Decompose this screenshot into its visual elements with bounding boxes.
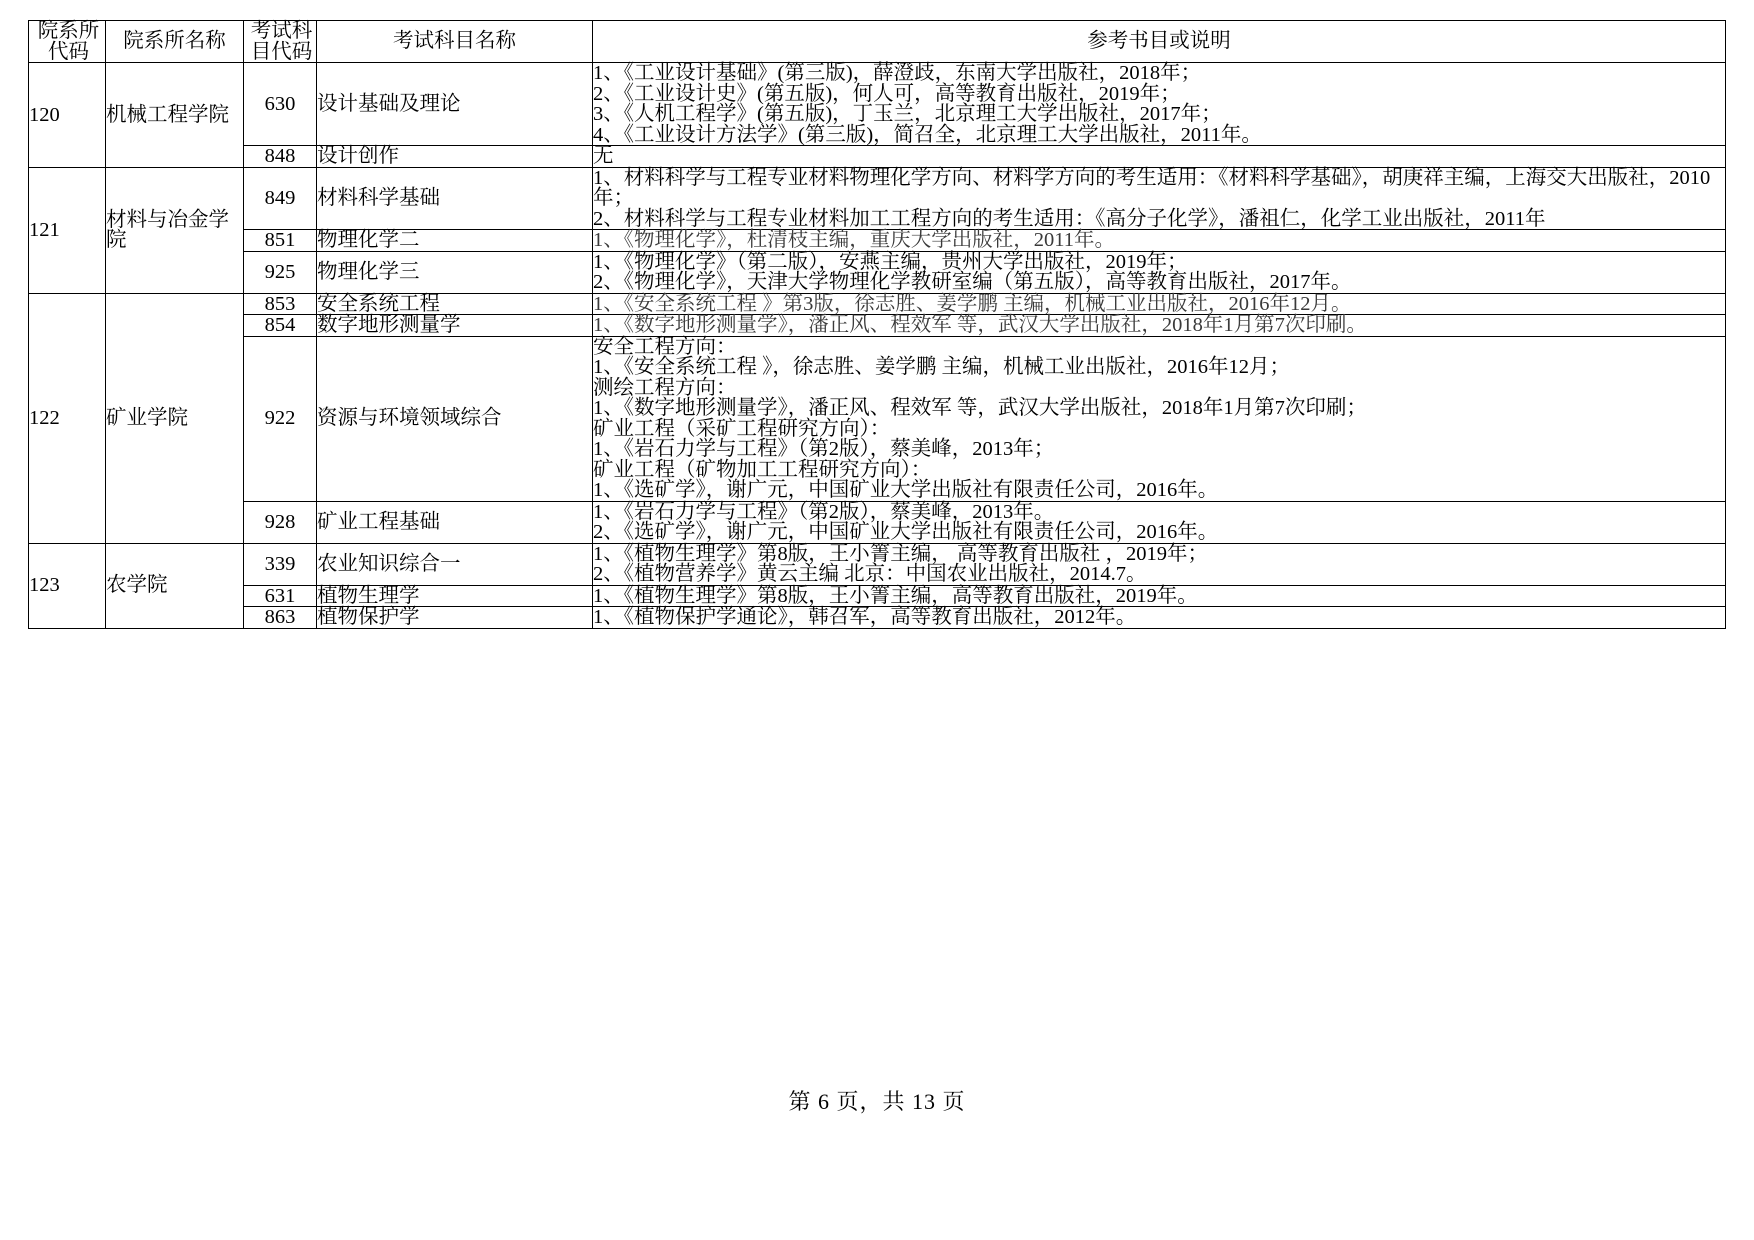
table-row <box>29 315 1726 337</box>
dept-code-cell: 120 <box>29 63 106 168</box>
subject-code-cell: 928 <box>244 501 317 543</box>
subject-code-cell: 853 <box>244 293 317 315</box>
dept-name-cell: 农学院 <box>106 543 244 628</box>
references-cell <box>593 146 1726 168</box>
table-row <box>29 146 1726 168</box>
subject-name-cell: 材料科学基础 <box>317 167 593 230</box>
subject-code-cell: 854 <box>244 315 317 337</box>
dept-code-cell: 122 <box>29 293 106 543</box>
reference-line: 1、《安全系统工程 》，徐志胜、姜学鹏 主编，机械工业出版社，2016年12月； <box>593 356 1290 378</box>
reference-line: 2、《物理化学》，天津大学物理化学教研室编（第五版），高等教育出版社，2017年。 <box>593 271 1352 293</box>
subject-code-cell: 848 <box>244 146 317 168</box>
references-cell <box>593 315 1726 337</box>
reference-line: 1、《选矿学》，谢广元，中国矿业大学出版社有限责任公司，2016年。 <box>593 479 1219 501</box>
references-cell <box>593 607 1726 629</box>
table-row <box>29 293 1726 315</box>
reference-line: 2、《工业设计史》(第五版)，何人可，高等教育出版社，2019年； <box>593 82 1181 105</box>
table-header <box>29 21 1726 63</box>
table-row <box>29 607 1726 629</box>
references-cell <box>593 336 1726 501</box>
reference-line: 测绘工程方向： <box>593 376 737 399</box>
reference-line: 1、《岩石力学与工程》（第2版），蔡美峰，2013年； <box>593 438 1055 460</box>
subject-name-cell: 安全系统工程 <box>317 293 593 315</box>
subject-code-cell: 851 <box>244 230 317 252</box>
references-cell <box>593 543 1726 585</box>
reference-line: 1、《物理化学》（第二版），安燕主编，贵州大学出版社，2019年； <box>593 250 1188 273</box>
reference-line: 无 <box>593 145 614 167</box>
column-header-subject-name: 考试科目名称 <box>317 21 593 63</box>
table-row <box>29 230 1726 252</box>
dept-code-header-line2: 代码 <box>48 40 89 63</box>
subject-code-cell: 630 <box>244 63 317 146</box>
references-cell <box>593 167 1726 230</box>
reference-line: 3、《人机工程学》(第五版)，丁玉兰，北京理工大学出版社，2017年； <box>593 103 1222 125</box>
dept-name-cell: 机械工程学院 <box>106 63 244 168</box>
subject-code-cell: 339 <box>244 543 317 585</box>
reference-line: 2、材料科学与工程专业材料加工工程方向的考生适用：《高分子化学》，潘祖仁，化学工业出版社，2011年 <box>593 207 1546 230</box>
reference-line: 4、《工业设计方法学》(第三版)，简召全，北京理工大学出版社，2011年。 <box>593 123 1262 146</box>
column-header-dept-name: 院系所名称 <box>106 21 244 63</box>
table-row <box>29 63 1726 146</box>
subject-name-cell: 物理化学三 <box>317 251 593 293</box>
reference-line: 1、《物理化学》，杜清枝主编，重庆大学出版社，2011年。 <box>593 229 1115 251</box>
table-row <box>29 251 1726 293</box>
reference-line: 1、《安全系统工程 》第3版，徐志胜、姜学鹏 主编，机械工业出版社，2016年12月。 <box>593 292 1352 315</box>
table-row <box>29 501 1726 543</box>
reference-line: 1、《岩石力学与工程》（第2版），蔡美峰，2013年。 <box>593 500 1055 523</box>
reference-line: 1、《工业设计基础》(第三版)，薛澄歧，东南大学出版社，2018年； <box>593 62 1202 84</box>
header-row <box>29 21 1726 63</box>
subject-name-cell: 植物保护学 <box>317 607 593 629</box>
subject-code-header-line2: 目代码 <box>250 40 313 63</box>
subject-code-cell: 863 <box>244 607 317 629</box>
reference-line: 矿业工程（采矿工程研究方向）： <box>593 417 891 440</box>
dept-code-cell: 123 <box>29 543 106 628</box>
table-row <box>29 336 1726 501</box>
dept-code-cell: 121 <box>29 167 106 293</box>
table-row <box>29 167 1726 230</box>
subject-code-cell: 849 <box>244 167 317 230</box>
subject-name-cell: 物理化学二 <box>317 230 593 252</box>
subject-code-header-line1: 考试科 <box>250 20 313 42</box>
column-header-dept-code <box>29 21 106 63</box>
subject-name-cell: 设计创作 <box>317 146 593 168</box>
subject-name-cell: 数字地形测量学 <box>317 315 593 337</box>
reference-line: 安全工程方向： <box>593 335 737 358</box>
table-body <box>29 63 1726 629</box>
references-cell <box>593 501 1726 543</box>
reference-line: 矿业工程（矿物加工工程研究方向）： <box>593 458 932 481</box>
reference-line: 1、《植物生理学》第8版，王小箐主编， 高等教育出版社 ，2019年； <box>593 542 1208 565</box>
reference-line: 2、《选矿学》，谢广元，中国矿业大学出版社有限责任公司，2016年。 <box>593 521 1219 543</box>
references-cell <box>593 585 1726 607</box>
subject-name-cell: 资源与环境领域综合 <box>317 336 593 501</box>
dept-code-header-line1: 院系所 <box>37 20 100 42</box>
subject-name-cell: 设计基础及理论 <box>317 63 593 146</box>
references-cell <box>593 230 1726 252</box>
column-header-references: 参考书目或说明 <box>593 21 1726 63</box>
references-cell <box>593 251 1726 293</box>
dept-name-cell: 材料与冶金学院 <box>106 167 244 293</box>
reference-line: 1、《植物保护学通论》，韩召军，高等教育出版社，2012年。 <box>593 606 1137 628</box>
exam-syllabus-table <box>28 20 1726 629</box>
subject-code-cell: 925 <box>244 251 317 293</box>
reference-line: 1、《数字地形测量学》，潘正风、程效军 等，武汉大学出版社，2018年1月第7次印刷。 <box>593 314 1367 336</box>
reference-line: 1、《植物生理学》第8版，王小箐主编，高等教育出版社，2019年。 <box>593 584 1198 607</box>
page-footer: 第 6 页，共 13 页 <box>788 1089 966 1114</box>
table-row <box>29 585 1726 607</box>
references-cell <box>593 63 1726 146</box>
subject-name-cell: 矿业工程基础 <box>317 501 593 543</box>
subject-code-cell: 922 <box>244 336 317 501</box>
dept-name-cell: 矿业学院 <box>106 293 244 543</box>
subject-name-cell: 植物生理学 <box>317 585 593 607</box>
reference-line: 2、《植物营养学》黄云主编 北京：中国农业出版社，2014.7。 <box>593 563 1147 585</box>
table-row <box>29 543 1726 585</box>
subject-name-cell: 农业知识综合一 <box>317 543 593 585</box>
subject-code-cell: 631 <box>244 585 317 607</box>
reference-line: 1、《数字地形测量学》，潘正风、程效军 等，武汉大学出版社，2018年1月第7次印刷； <box>593 397 1367 419</box>
references-cell <box>593 293 1726 315</box>
reference-line: 1、材料科学与工程专业材料物理化学方向、材料学方向的考生适用：《材料科学基础》，胡庚祥主编，上海交大出版社，2010年； <box>593 166 1711 209</box>
column-header-subject-code <box>244 21 317 63</box>
